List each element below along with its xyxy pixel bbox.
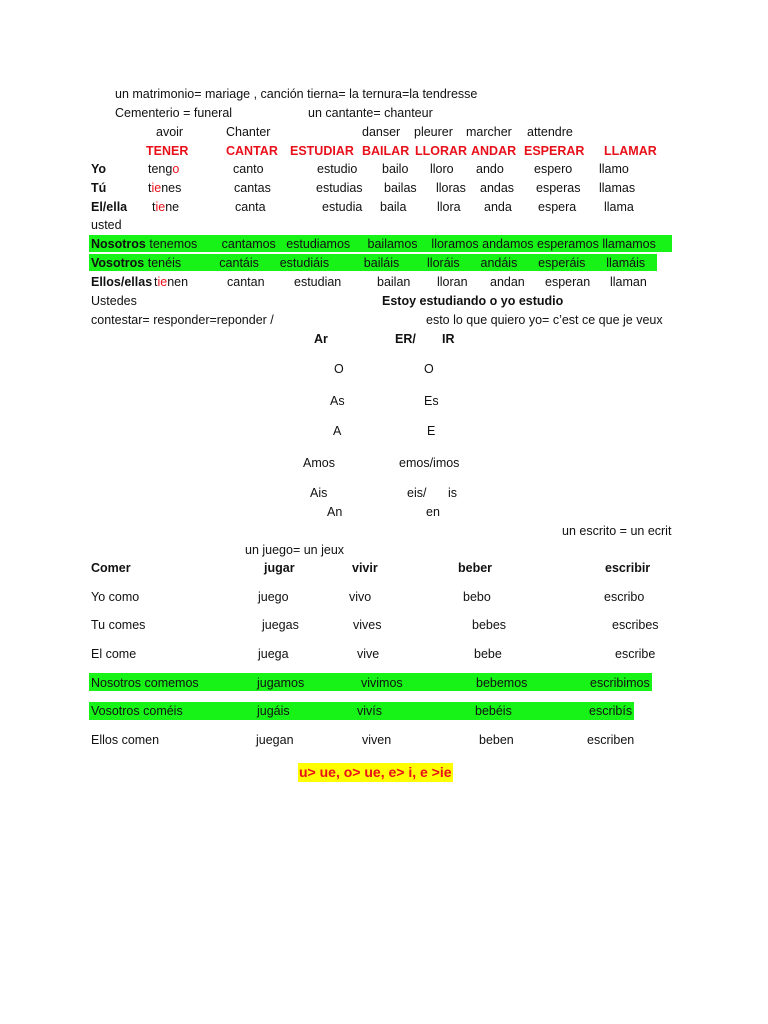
verb-form: espero xyxy=(534,162,573,176)
tener-form: tienen xyxy=(154,275,189,289)
conj-cell: jugamos xyxy=(257,676,305,690)
conj-cell: beben xyxy=(479,733,514,747)
verb-form: estudia xyxy=(322,200,363,214)
verb2-header: Comer xyxy=(91,561,131,575)
ar-ending: Ais xyxy=(310,486,328,500)
french-verb: avoir xyxy=(156,125,184,139)
vocab-line-1: un matrimonio= mariage , canción tierna= la ternura=la tendresse xyxy=(115,87,478,101)
ending-header-ir: IR xyxy=(442,332,455,346)
er-ending: Es xyxy=(424,394,439,408)
ar-ending: An xyxy=(327,505,343,519)
ar-ending: Amos xyxy=(303,456,335,470)
nosotros-row: Nosotros tenemos cantamos estudiamos bailamos lloramos andamos esperamos llamamos xyxy=(91,237,656,251)
french-verb: attendre xyxy=(527,125,573,139)
conj-cell: Tu comes xyxy=(91,618,146,632)
er-ending: emos/imos xyxy=(399,456,460,470)
stem-change-rule: u> ue, o> ue, e> i, e >ie xyxy=(299,764,452,780)
conj-cell: escribes xyxy=(612,618,659,632)
esto-note: esto lo que quiero yo= c’est ce que je veux xyxy=(426,313,663,327)
conj-cell: vivís xyxy=(357,704,382,718)
ir-ending: is xyxy=(448,486,458,500)
juego-note: un juego= un jeux xyxy=(245,543,345,557)
conj-cell: escribe xyxy=(615,647,656,661)
conj-cell: juegas xyxy=(262,618,299,632)
verb-form: andas xyxy=(480,181,515,195)
french-verb: pleurer xyxy=(414,125,453,139)
verb-form: andan xyxy=(490,275,525,289)
verb-header: ESTUDIAR xyxy=(290,144,354,158)
conj-cell: bebes xyxy=(472,618,507,632)
verb-form: estudian xyxy=(294,275,342,289)
conj-cell: vive xyxy=(357,647,380,661)
er-ending: en xyxy=(426,505,440,519)
verb-form: canta xyxy=(235,200,266,214)
verb2-header: beber xyxy=(458,561,493,575)
er-ending: eis/ xyxy=(407,486,427,500)
verb2-header: escribir xyxy=(605,561,651,575)
conj-cell: viven xyxy=(362,733,392,747)
conj-cell: El come xyxy=(91,647,137,661)
conj-cell: vivimos xyxy=(361,676,403,690)
conj-cell: Ellos comen xyxy=(91,733,160,747)
vocab-cantante: un cantante= chanteur xyxy=(308,106,433,120)
conj-cell: juegan xyxy=(256,733,294,747)
verb-form: estudio xyxy=(317,162,358,176)
verb-header: LLAMAR xyxy=(604,144,657,158)
ustedes-label: Ustedes xyxy=(91,294,137,308)
verb-form: canto xyxy=(233,162,264,176)
verb2-header: vivir xyxy=(352,561,378,575)
contestar-note: contestar= responder=reponder / xyxy=(91,313,274,327)
conj-cell: escribimos xyxy=(590,676,650,690)
verb-form: ando xyxy=(476,162,504,176)
conj-cell: escriben xyxy=(587,733,635,747)
verb-form: esperas xyxy=(536,181,581,195)
escrito-note: un escrito = un ecrit xyxy=(562,524,672,538)
conj-cell: vives xyxy=(353,618,382,632)
conj-cell: bebo xyxy=(463,590,491,604)
conj-cell: vivo xyxy=(349,590,372,604)
vosotros-row: Vosotros tenéis cantáis estudiáis bailáis lloráis andáis esperáis llamáis xyxy=(91,256,646,270)
er-ending: E xyxy=(427,424,436,438)
verb-form: espera xyxy=(538,200,577,214)
pronoun-label: Tú xyxy=(91,181,107,195)
verb-form: lloran xyxy=(437,275,468,289)
verb-form: bailo xyxy=(382,162,409,176)
conj-cell: bebemos xyxy=(476,676,528,690)
verb-form: cantas xyxy=(234,181,271,195)
verb-header: TENER xyxy=(146,144,189,158)
verb-header: CANTAR xyxy=(226,144,278,158)
verb-form: bailas xyxy=(384,181,417,195)
verb-form: llora xyxy=(437,200,461,214)
conj-cell: bebéis xyxy=(475,704,512,718)
pronoun-label: Ellos/ellas xyxy=(91,275,153,289)
conj-cell: juego xyxy=(258,590,289,604)
pronoun-label: Yo xyxy=(91,162,107,176)
verb-header: ESPERAR xyxy=(524,144,585,158)
conj-cell: jugáis xyxy=(257,704,290,718)
tener-form: tienes xyxy=(148,181,182,195)
ending-header-er: ER/ xyxy=(395,332,416,346)
tener-form: tengo xyxy=(148,162,180,176)
french-verb: danser xyxy=(362,125,401,139)
ar-ending: A xyxy=(333,424,342,438)
verb-form: cantan xyxy=(227,275,265,289)
er-ending: O xyxy=(424,362,434,376)
verb-form: estudias xyxy=(316,181,363,195)
verb-form: lloras xyxy=(436,181,466,195)
verb-form: llama xyxy=(604,200,634,214)
verb2-header: jugar xyxy=(264,561,295,575)
verb-form: llamas xyxy=(599,181,636,195)
verb-header: LLORAR xyxy=(415,144,468,158)
verb-header: ANDAR xyxy=(471,144,517,158)
verb-form: llamo xyxy=(599,162,629,176)
ar-ending: As xyxy=(330,394,345,408)
ar-ending: O xyxy=(334,362,344,376)
conj-cell: Nosotros comemos xyxy=(91,676,199,690)
conj-cell: bebe xyxy=(474,647,502,661)
tener-form: tiene xyxy=(152,200,180,214)
verb-form: bailan xyxy=(377,275,411,289)
verb-header: BAILAR xyxy=(362,144,410,158)
french-verb: Chanter xyxy=(226,125,271,139)
conj-cell: escribo xyxy=(604,590,645,604)
verb-form: anda xyxy=(484,200,512,214)
pronoun-label: El/ella xyxy=(91,200,128,214)
conj-cell: juega xyxy=(258,647,289,661)
estoy-note: Estoy estudiando o yo estudio xyxy=(382,294,564,308)
french-verb: marcher xyxy=(466,125,512,139)
vocab-cementerio: Cementerio = funeral xyxy=(115,106,233,120)
conj-cell: Vosotros coméis xyxy=(91,704,183,718)
usted-label: usted xyxy=(91,218,122,232)
ending-header-ar: Ar xyxy=(314,332,328,346)
verb-form: esperan xyxy=(545,275,591,289)
conj-cell: Yo como xyxy=(91,590,140,604)
conj-cell: escribís xyxy=(589,704,633,718)
verb-form: lloro xyxy=(430,162,454,176)
verb-form: baila xyxy=(380,200,407,214)
verb-form: llaman xyxy=(610,275,647,289)
